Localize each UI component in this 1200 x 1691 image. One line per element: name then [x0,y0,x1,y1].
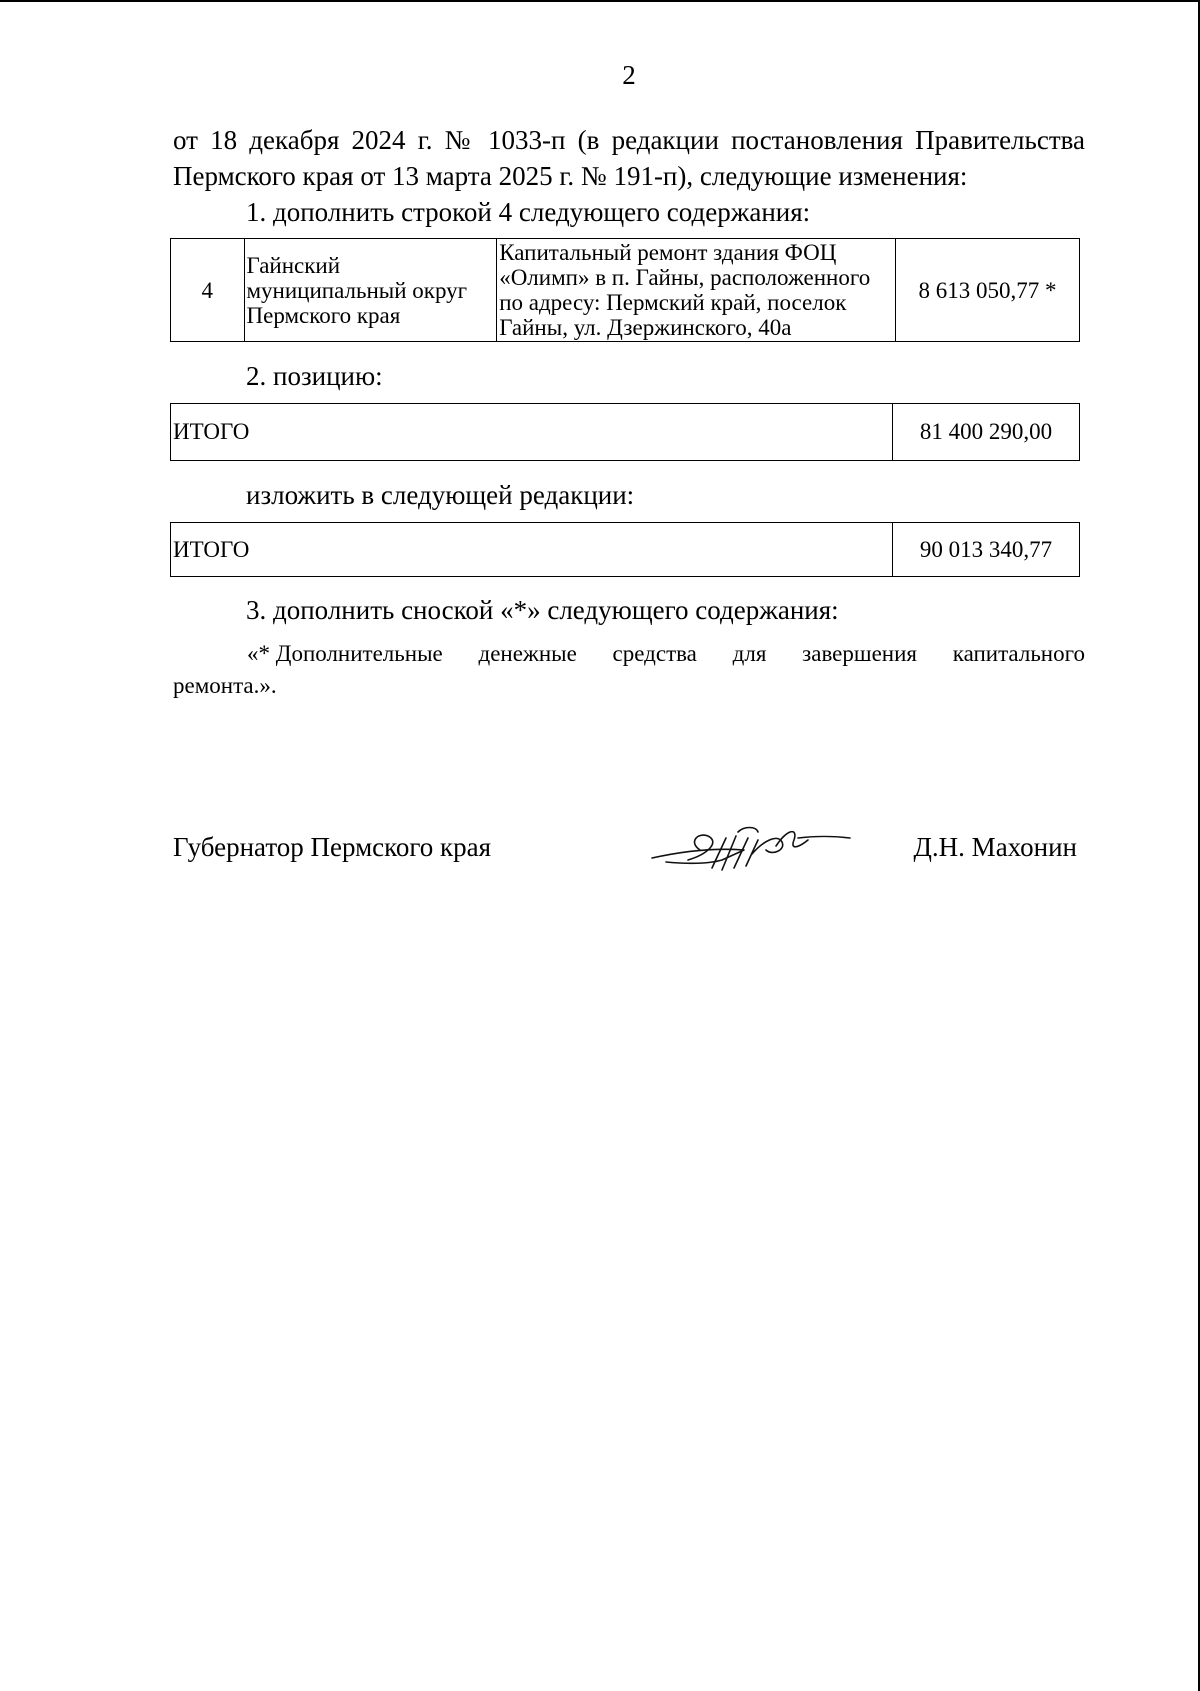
handwritten-signature [648,820,852,876]
footnote-word: «* Дополнительные [247,641,443,666]
signatory-name: Д.Н. Махонин [913,832,1077,862]
total-new-label: ИТОГО [171,523,893,577]
table-row [171,239,1080,342]
addition-table [170,238,1080,342]
footnote-word: завершения [802,641,917,666]
total-old-table [170,403,1080,461]
municipality-cell: Гайнский муниципальный округ Пермского края [244,239,497,342]
amount-cell: 8 613 050,77 * [896,239,1080,342]
footnote-word: средства [612,641,697,666]
footnote-line-1 [173,638,1085,670]
item-2: 2. позицию: [246,361,383,391]
object-cell: Капитальный ремонт здания ФОЦ «Олимп» в п. Гайны, расположенного по адресу: Пермский край, поселок Гайны, ул. Дзержинского, 40а [497,239,896,342]
table-row [171,523,1080,577]
signatory-role: Губернатор Пермского края [173,832,492,862]
total-old-label: ИТОГО [171,404,893,461]
footnote-word: капитального [952,641,1085,666]
footnote-word: для [732,641,767,666]
footnote-word: денежные [478,641,577,666]
item-1: 1. дополнить строкой 4 следующего содержания: [246,197,811,227]
row-number-cell: 4 [171,239,245,342]
footnote-line-2: ремонта.». [173,673,277,698]
table-row [171,404,1080,461]
item-3: 3. дополнить сноской «*» следующего содержания: [246,595,839,625]
item-2-continuation: изложить в следующей редакции: [246,480,635,510]
total-new-value: 90 013 340,77 [893,523,1080,577]
footnote-text [173,638,1085,702]
intro-paragraph: от 18 декабря 2024 г. № 1033-п (в редакции постановления Правительства Пермского края от 13 марта 2025 г. № 191-п), следующие изменения: [173,125,1085,191]
total-new-table [170,522,1080,577]
page-number: 2 [622,60,636,90]
total-old-value: 81 400 290,00 [893,404,1080,461]
